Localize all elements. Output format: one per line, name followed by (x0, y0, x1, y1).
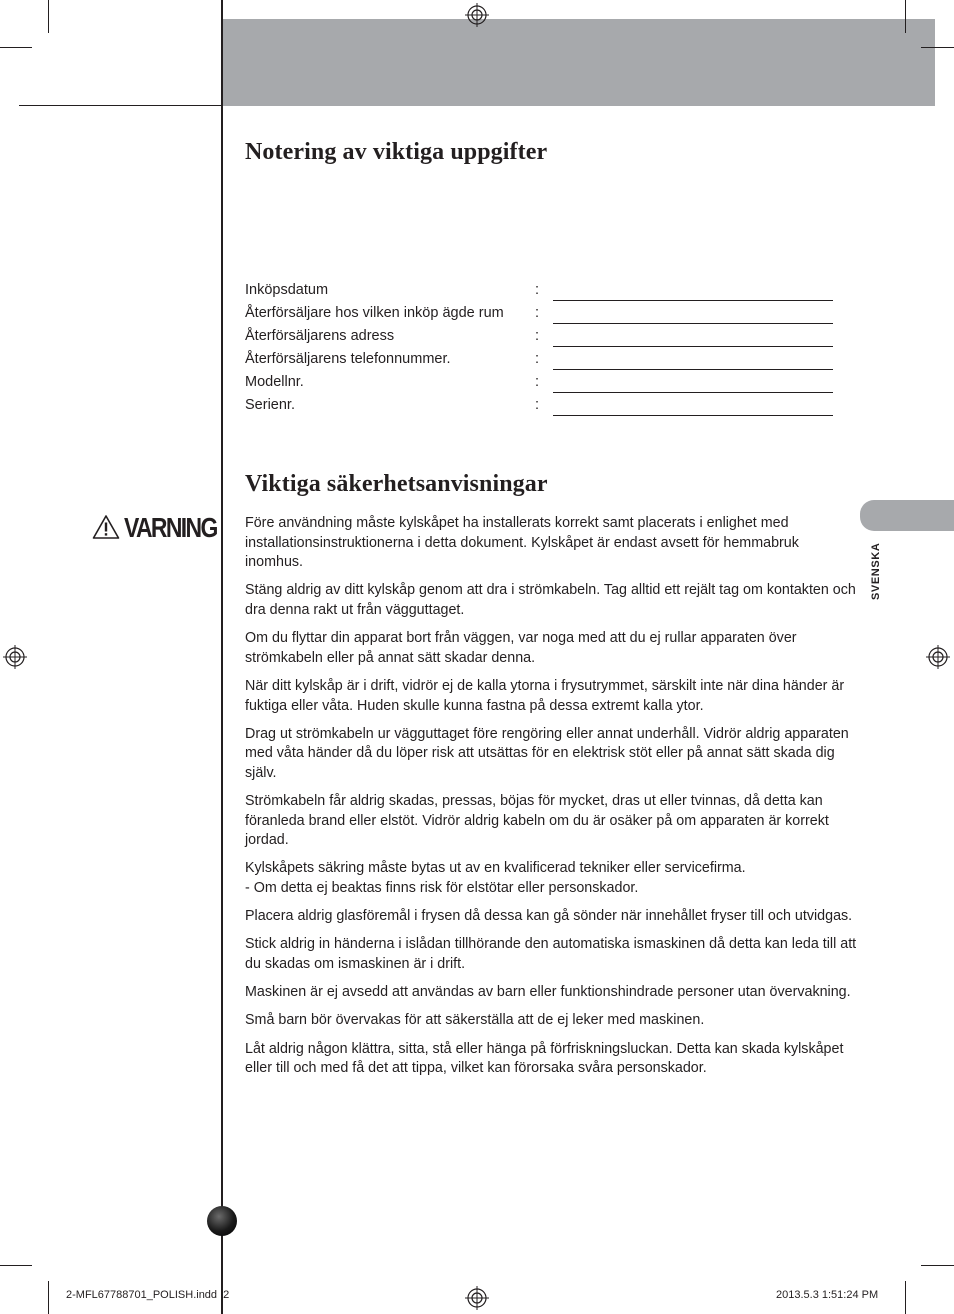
crop-mark (0, 1265, 32, 1266)
safety-instructions (245, 514, 857, 1087)
form-row (245, 374, 845, 397)
registration-mark-icon (465, 3, 489, 27)
form-row (245, 397, 845, 420)
field-colon: : (535, 282, 540, 298)
footer-timestamp: 2013.5.3 1:51:24 PM (776, 1289, 879, 1301)
form-row (245, 282, 845, 305)
language-text: SVENSKA (870, 542, 882, 600)
field-colon: : (535, 397, 540, 413)
field-colon: : (535, 351, 540, 367)
registration-mark-icon (926, 645, 950, 669)
warning-triangle-icon (92, 514, 120, 540)
field-colon: : (535, 305, 540, 321)
margin-rule (221, 0, 223, 1314)
crop-mark (905, 0, 906, 33)
field-colon: : (535, 328, 540, 344)
page-marker-dot (207, 1206, 237, 1236)
warning-text: VARNING (124, 512, 217, 543)
registration-mark-icon (465, 1286, 489, 1310)
fill-in-line (553, 300, 833, 301)
safety-paragraph: Små barn bör övervakas för att säkerställa att de ej leker med maskinen. (245, 1012, 705, 1029)
safety-paragraph: Placera aldrig glasföremål i frysen då dessa kan gå sönder när innehållet fryser till och utvidgas. (245, 908, 853, 925)
field-label: Inköpsdatum (245, 282, 329, 298)
form-row (245, 328, 845, 351)
page-title: Notering av viktiga uppgifter (245, 139, 548, 165)
language-tab (860, 500, 954, 531)
safety-paragraph: Drag ut strömkabeln ur vägguttaget före rengöring eller annat underhåll. Vidrör aldrig apparaten med våta händer då du löper risk att utsättas för en elektrisk stöt eller på annat sätt skada dig själv. (245, 725, 849, 781)
fill-in-line (553, 323, 833, 324)
field-label: Serienr. (245, 397, 295, 413)
footer-filename: 2-MFL67788701_POLISH.indd (66, 1289, 218, 1301)
safety-paragraph: Låt aldrig någon klättra, sitta, stå eller hänga på förfriskningsluckan. Detta kan skada kylskåpet eller till och med få det att tippa, vilket kan förorsaka svåra personskador. (245, 1040, 844, 1077)
form-row (245, 351, 845, 374)
section-title: Viktiga säkerhetsanvisningar (245, 471, 548, 497)
safety-paragraph: Strömkabeln får aldrig skadas, pressas, böjas för mycket, dras ut eller tvinnas, då detta kan föranleda brand eller elstöt. Vidrör aldrig kabeln om du är osäker på om apparaten är korrekt jordad. (245, 793, 829, 849)
safety-paragraph: Om du flyttar din apparat bort från väggen, var noga med att du ej rullar apparaten över strömkabeln eller på annat sätt skadar denna. (245, 630, 797, 666)
header-rule (19, 105, 222, 106)
field-colon: : (535, 374, 540, 390)
fill-in-line (553, 392, 833, 393)
registration-mark-icon (3, 645, 27, 669)
crop-mark (905, 1281, 906, 1314)
crop-mark (48, 0, 49, 33)
crop-mark (921, 47, 954, 48)
field-label: Modellnr. (245, 374, 304, 390)
safety-paragraph: Kylskåpets säkring måste bytas ut av en kvalificerad tekniker eller servicefirma. - Om detta ej beaktas finns risk för elstötar eller personskador. (245, 860, 746, 897)
header-band (223, 19, 935, 106)
warning-label (92, 512, 217, 544)
fill-in-line (553, 415, 833, 416)
fill-in-line (553, 346, 833, 347)
form-row (245, 305, 845, 328)
safety-paragraph: Stäng aldrig av ditt kylskåp genom att dra i strömkabeln. Tag alltid ett rejält tag om kontakten och dra denna rakt ut från vägguttaget. (245, 582, 856, 618)
field-label: Återförsäljare hos vilken inköp ägde rum (245, 305, 504, 321)
safety-paragraph: Maskinen är ej avsedd att användas av barn eller funktionshindrade personer utan övervakning. (245, 984, 851, 1001)
fill-in-line (553, 369, 833, 370)
crop-mark (0, 47, 32, 48)
language-label (870, 540, 894, 600)
footer-file (66, 1289, 229, 1301)
safety-paragraph: När ditt kylskåp är i drift, vidrör ej de kalla ytorna i frysutrymmet, särskilt inte när dina händer är fuktiga eller våta. Huden skulle kunna fastna på dessa extremt kalla ytor. (245, 677, 845, 714)
crop-mark (921, 1265, 954, 1266)
field-label: Återförsäljarens adress (245, 328, 395, 344)
footer-page: 2 (223, 1289, 230, 1301)
field-label: Återförsäljarens telefonnummer. (245, 351, 451, 367)
safety-paragraph: Före användning måste kylskåpet ha installerats korrekt samt placerats i enlighet med installationsinstruktionerna i detta dokument. Kylskåpet är endast avsett för hemmabruk inomhus. (245, 515, 799, 571)
safety-paragraph: Stick aldrig in händerna i islådan tillhörande den automatiska ismaskinen då detta kan leda till att du skadas om ismaskinen är i drift. (245, 936, 857, 973)
crop-mark (48, 1281, 49, 1314)
